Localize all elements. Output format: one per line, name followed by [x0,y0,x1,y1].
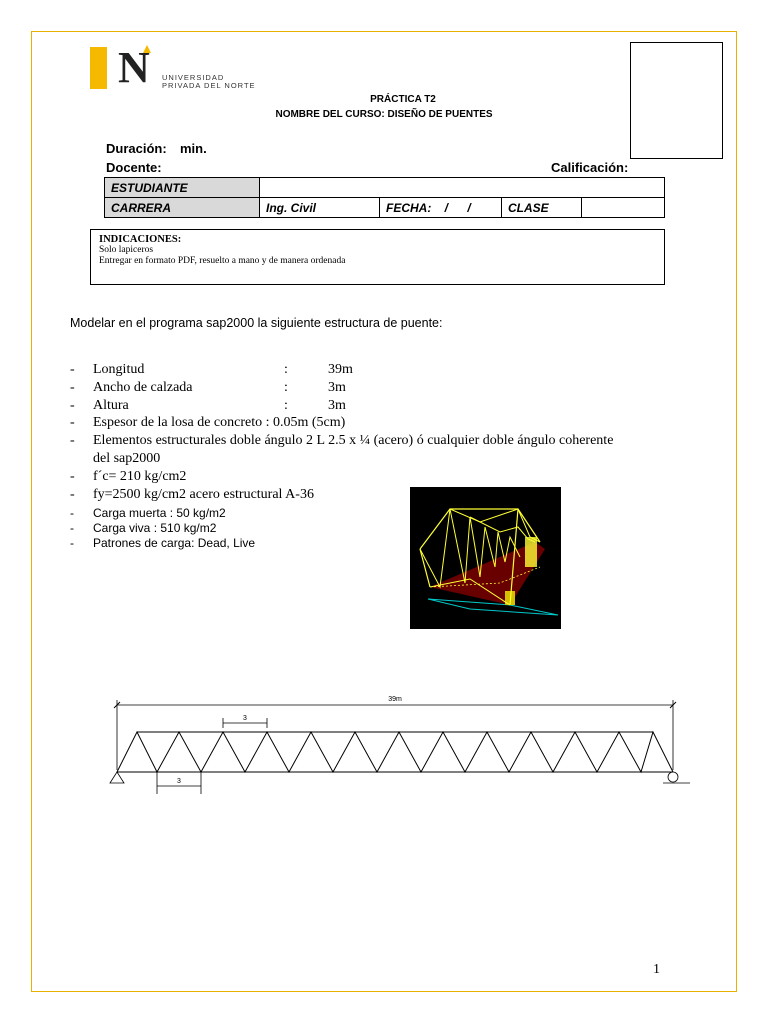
spec-value: 39m [328,362,353,377]
table-row [105,198,665,218]
spec-text: fy=2500 kg/cm2 acero estructural A-36 [93,487,314,502]
indicaciones-line1: Solo lapiceros [99,245,154,255]
fecha-label: FECHA: [386,200,432,215]
logo-letter: N [118,43,150,92]
course-title: NOMBRE DEL CURSO: DISEÑO DE PUENTES [275,109,493,120]
spec-text: Elementos estructurales doble ángulo 2 L 2.5 x ¼ (acero) ó cualquier doble ángulo coherente [93,433,614,448]
indicaciones-box [90,229,665,285]
student-table [104,177,665,218]
spec-label: Longitud [93,362,145,377]
duracion-label: Duración: [106,141,167,156]
spec-text: f´c= 210 kg/cm2 [93,469,187,484]
fecha-value: / / [444,200,479,215]
calificacion-label: Calificación: [551,160,629,175]
dimension-label-total: 39m [388,696,402,703]
carrera-value[interactable]: Ing. Civil [260,198,380,218]
grade-box[interactable] [630,42,723,159]
spec-text: Carga viva : 510 kg/m2 [93,521,217,535]
table-row [105,178,665,198]
estudiante-field[interactable] [260,178,665,198]
intro-text: Modelar en el programa sap2000 la siguiente estructura de puente: [70,316,443,330]
logo-line2: PRIVADA DEL NORTE [162,81,256,90]
spec-label: Ancho de calzada [93,380,193,395]
spec-text: Espesor de la losa de concreto : 0.05m (5cm) [93,415,346,430]
practice-title: PRÁCTICA T2 [370,94,436,105]
truss-diagram [100,690,710,800]
pin-support-icon [110,772,124,783]
logo-line1: UNIVERSIDAD [162,73,225,82]
bridge-3d-render [410,487,561,629]
clase-field[interactable] [582,198,665,218]
duracion-unit: min. [180,141,207,156]
bottom-panel-label: 3 [177,778,181,785]
docente-label: Docente: [106,160,162,175]
indicaciones-title: INDICACIONES: [99,234,182,245]
spec-text: Carga muerta : 50 kg/m2 [93,506,226,520]
indicaciones-line2: Entregar en formato PDF, resuelto a mano y de manera ordenada [99,256,346,266]
estudiante-label: ESTUDIANTE [105,178,260,198]
spec-label: Altura [93,398,129,413]
logo-accent-icon [143,45,151,53]
truss-diagonals [117,732,673,772]
spec-value: 3m [328,398,346,413]
clase-label: CLASE [502,198,582,218]
fecha-cell[interactable] [380,198,502,218]
roller-support-icon [668,772,678,782]
spec-text: del sap2000 [93,451,161,466]
logo-text [162,74,256,90]
carrera-label: CARRERA [105,198,260,218]
logo-bar [90,47,107,89]
bridge-3d-svg [410,487,561,629]
page-number: 1 [653,962,660,977]
top-panel-label: 3 [243,715,247,722]
spec-text: Patrones de carga: Dead, Live [93,536,256,550]
spec-value: 3m [328,380,346,395]
